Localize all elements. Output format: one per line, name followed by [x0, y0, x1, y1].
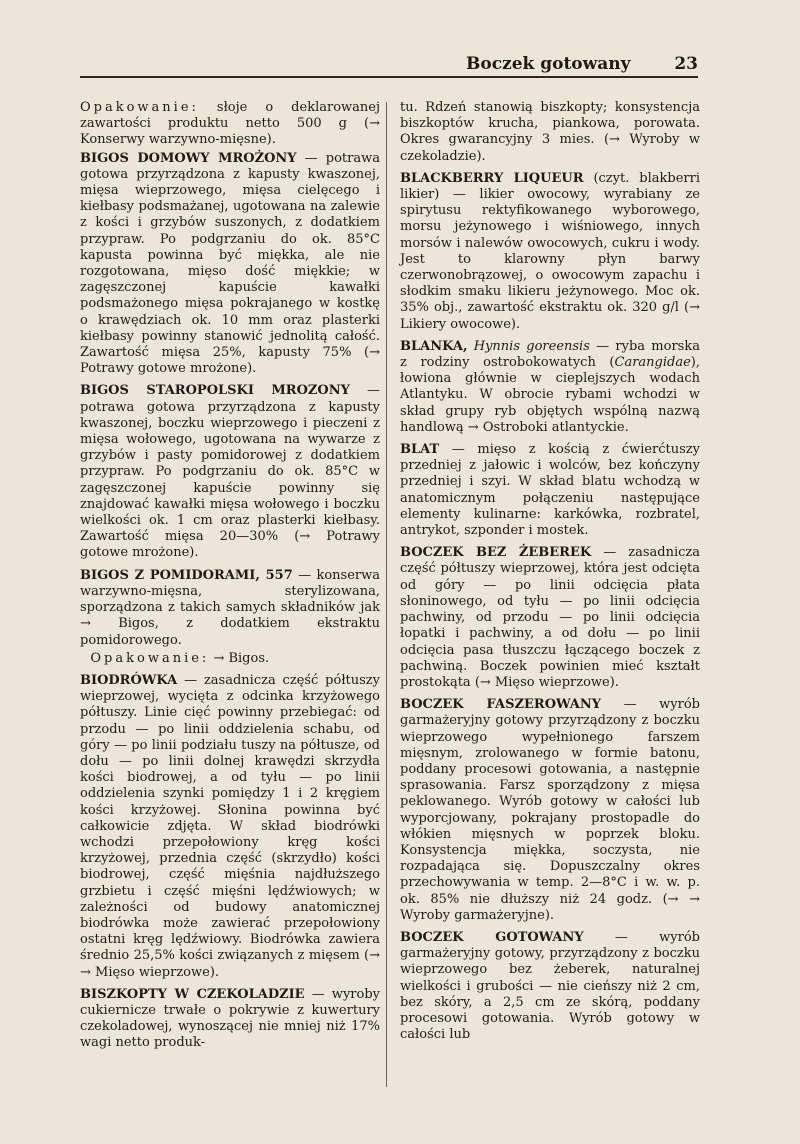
running-head-title: Boczek gotowany [466, 54, 631, 74]
headword: BISZKOPTY W CZEKOLADZIE [80, 986, 305, 1002]
entry-packaging-1: Opakowanie: słoje o deklarowanej zawartości produktu netto 500 g (→ Konserwy warzywno-mięsne). [80, 100, 380, 148]
headword: BLACKBERRY LIQUEUR [400, 170, 584, 186]
entry-blackberry-liqueur: BLACKBERRY LIQUEUR (czyt. blakberri likier) — likier owocowy, wyrabiany ze spirytusu rektyfikowanego wyborowego, morsu jeżynowego i wiśniowego, innych morsów i nalewów owocowych, cukru i wody. Jest to klarowny płyn barwy czerwonobrązowej, o owocowym zapachu i słodkim smaku likieru jeżynowego. Moc ok. 35% obj., zawartość ekstraktu ok. 320 g/l (→ Likiery owocowe). [400, 170, 700, 332]
headword: BOCZEK GOTOWANY [400, 929, 584, 945]
entry-boczek-faszerowany: BOCZEK FASZEROWANY — wyrób garmażeryjny gotowy przyrządzony z boczku wieprzowego wypełnionego farszem mięsnym, zrolowanego w formie batonu, poddany procesowi gotowania, a następnie sprasowania. Farsz sporządzony z mięsa peklowanego. Wyrób gotowy w całości lub wyporcjowany, pokrajany prostopadle do włókien mięsnych w poprzek bloku. Konsystencja miękka, soczysta, nie rozpadająca się. Dopuszczalny okres przechowywania w temp. 2—8°C i w. w. p. ok. 85% nie dłuższy niż 24 godz. (→ → Wyroby garmażeryjne). [400, 697, 701, 923]
entry-bigos-domowy: BIGOS DOMOWY MROŻONY — potrawa gotowa przyrządzona z kapusty kwaszonej, mięsa wieprzowego, mięsa cielęcego i kiełbasy podsmażanej, ugotowana na zalewie z kości i grzybów suszonych, z dodatkiem przypraw. Po podgrzaniu do ok. 85°C kapusta powinna być miękka, ale nie rozgotowana, mięso dość miękkie; w zagęszczonej kapuście kawałki podsmażonego mięsa pokrajanego w kostkę o krawędziach ok. 10 mm oraz plasterki kiełbasy powinny stanowić jednolitą całość. Zawartość mięsa 25%, kapusty 75% (→ Potrawy gotowe mrożone). [80, 150, 381, 377]
left-column [80, 100, 380, 1058]
headword: BIGOS STAROPOLSKI MROZONY [80, 383, 350, 399]
entry-blat: BLAT — mięso z kością z ćwierćtuszy przedniej z jałowic i wolców, bez kończyny przedniej i szyi. W skład blatu wchodzą w anatomicznym połączeniu następujące elementy kulinarne: karkówka, rozbratel, antrykot, szponder i mostek. [400, 442, 700, 539]
header-rule [80, 76, 698, 78]
page-number: 23 [674, 54, 698, 74]
column-divider [386, 102, 387, 1087]
headword: BIGOS Z POMIDORAMI, 557 [80, 567, 293, 583]
entry-bigos-staropolski: BIGOS STAROPOLSKI MROZONY — potrawa gotowa przyrządzona z kapusty kwaszonej, boczku wieprzowego i pieczeni z mięsa wołowego, ugotowana na wywarze z grzybów i pasty pomidorowej z dodatkiem przypraw. Po podgrzaniu do ok. 85°C w zagęszczonej kapuście powinny się znajdować kawałki mięsa wołowego i boczku wielkości ok. 1 cm oraz plasterki kiełbasy. Zawartość mięsa 20—30% (→ Potrawy gotowe mrożone). [80, 383, 380, 561]
entry-biodrowka: BIODRÓWKA — zasadnicza część półtuszy wieprzowej, wycięta z odcinka krzyżowego półtuszy. Linie cięć powinny przebiegać: od przodu — po linii oddzielenia schabu, od góry — po linii podziału tuszy na półtusze, od dołu — po linii dolnej krawędzi skrzydła kości biodrowej, a od tyłu — po linii oddzielenia szynki pomiędzy 1 i 2 kręgiem kości krzyżowej. Słonina powinna być całkowicie zdjęta. W skład biodrówki wchodzi przepołowiony kręg kości krzyżowej, przednia część (skrzydło) kości biodrowej, część mięśnia najdłuższego grzbietu i część mięśni lędźwiowych; w zależności od budowy anatomicznej biodrówka może zawierać przepołowiony ostatni kręg lędźwiowy. Biodrówka zawiera średnio 25,5% kości związanych z mięsem (→ → Mięso wieprzowe). [80, 672, 380, 980]
entry-boczek-bez-zeberek: BOCZEK BEZ ŻEBEREK — zasadnicza część półtuszy wieprzowej, która jest odcięta od góry — po linii odcięcia płata słoninowego, od tyłu — po linii odcięcia pachwiny, od przodu — po linii odcięcia łopatki i pachwiny, a od dołu — po linii odcięcia pasa tłuszczu łączącego boczek z pachwiną. Boczek powinien mieć kształt prostokąta (→ Mięso wieprzowe). [400, 545, 700, 690]
right-column [400, 100, 700, 1049]
headword: BLAT [400, 442, 440, 458]
entry-packaging-2: Opakowanie: → Bigos. [90, 650, 270, 666]
headword: BLANKA, [400, 338, 468, 354]
entry-bigos-z-pomidorami: BIGOS Z POMIDORAMI, 557 — konserwa warzywno-mięsna, sterylizowana, sporządzona z takich samych składników jak → Bigos, z dodatkiem ekstraktu pomidorowego. [80, 567, 380, 648]
entry-boczek-gotowany: BOCZEK GOTOWANY — wyrób garmażeryjny gotowy, przyrządzony z boczku wieprzowego bez żeberek, naturalnej wielkości i grubości — nie cieńszy niż 2 cm, bez skóry, a 2,5 cm ze skórą, poddany procesowi gotowania. Wyrób gotowy w całości lub [400, 929, 700, 1043]
headword: BIGOS DOMOWY MROŻONY [80, 150, 297, 166]
headword: BIODRÓWKA [80, 672, 178, 688]
running-head [466, 54, 698, 74]
entry-biszkopty: BISZKOPTY W CZEKOLADZIE — wyroby cukiernicze trwałe o pokrywie z kuwertury czekoladowej, wynoszącej nie mniej niż 17% wagi netto produk- [80, 986, 380, 1051]
headword: BOCZEK BEZ ŻEBEREK [400, 545, 592, 561]
entry-biszkopty-continued: tu. Rdzeń stanowią biszkopty; konsystencja biszkoptów krucha, piankowa, porowata. Okres gwarancyjny 3 mies. (→ Wyroby w czekoladzie). [400, 100, 700, 164]
entry-blanka: BLANKA, Hynnis goreensis — ryba morska z rodziny ostrobokowatych (Carangidae), łowiona głównie w cieplejszych wodach Atlantyku. W obrocie rybami wchodzi w skład grupy ryb objętych wspólną nazwą handlową → Ostroboki atlantyckie. [400, 338, 700, 435]
headword: BOCZEK FASZEROWANY [400, 697, 602, 713]
